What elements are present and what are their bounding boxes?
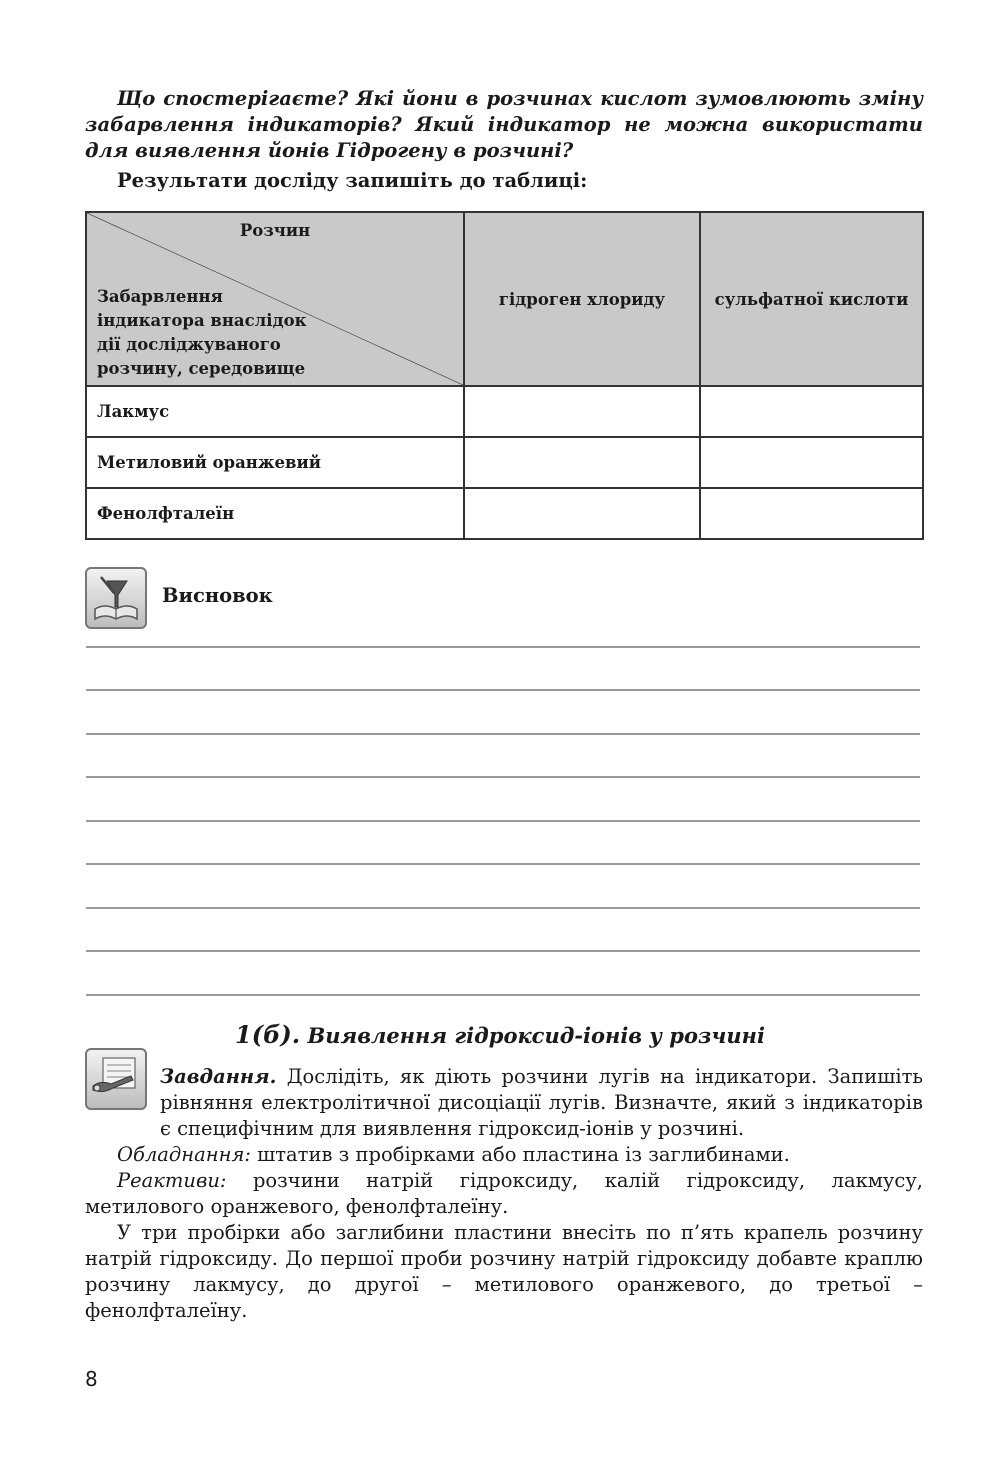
task-paragraph [85, 1064, 923, 1142]
funnel-book-icon [85, 567, 147, 629]
section-title [0, 1020, 1000, 1049]
section-number: 1(б). [235, 1020, 301, 1049]
section-title-text: Виявлення гідроксид-іонів у розчині [307, 1023, 765, 1048]
writing-line[interactable] [86, 820, 920, 822]
table-row [86, 488, 923, 539]
results-instruction: Результати досліду запишіть до таблиці: [117, 169, 588, 192]
conclusion-label: Висновок [162, 584, 273, 607]
writing-line[interactable] [86, 646, 920, 648]
answer-cell[interactable] [700, 437, 923, 488]
col-header-hcl: гідроген хлориду [464, 212, 700, 386]
table-row [86, 437, 923, 488]
task-block [85, 1064, 923, 1324]
writing-line[interactable] [86, 863, 920, 865]
table-row [86, 386, 923, 437]
diag-top-label: Розчин [239, 221, 311, 240]
row-label: Метиловий оранжевий [86, 437, 464, 488]
answer-cell[interactable] [464, 386, 700, 437]
writing-line[interactable] [86, 776, 920, 778]
diag-bottom-label: Забарвлення індикатора внаслідок дії досліджуваного розчину, середовище [97, 287, 307, 378]
results-table [85, 211, 924, 540]
equipment-label: Обладнання: [117, 1143, 251, 1166]
table-header-row [86, 212, 923, 386]
row-label: Лакмус [86, 386, 464, 437]
procedure-paragraph: У три пробірки або заглибини пластини внесіть по п’ять крапель розчину натрій гідроксиду. До першої проби розчину натрій гідроксиду добавте краплю розчину лакмусу, до другої – метилового оранжевого, до третьої – фенолфталеїну. [85, 1221, 923, 1322]
writing-line[interactable] [86, 994, 920, 996]
writing-line[interactable] [86, 907, 920, 909]
col-header-sulfuric: сульфатної кислоти [700, 212, 923, 386]
writing-line[interactable] [86, 733, 920, 735]
reagents-label: Реактиви: [117, 1169, 227, 1192]
answer-cell[interactable] [700, 386, 923, 437]
equipment-text: штатив з пробірками або пластина із заглибинами. [257, 1143, 790, 1166]
writing-line[interactable] [86, 689, 920, 691]
reagents-text: розчини натрій гідроксиду, калій гідроксиду, лакмусу, метилового оранжевого, фенолфталеїну. [85, 1169, 923, 1218]
writing-line[interactable] [86, 950, 920, 952]
intro-question: Що спостерігаєте? Які йони в розчинах кислот зумовлюють зміну забарвлення індикаторів? Який індикатор не можна використати для виявлення йонів Гідрогену в розчині? [85, 87, 923, 162]
task-label: Завдання. [160, 1065, 277, 1088]
answer-cell[interactable] [464, 437, 700, 488]
diagonal-header-cell [86, 212, 464, 386]
page-number: 8 [85, 1367, 98, 1391]
reagents-paragraph [85, 1168, 923, 1220]
equipment-paragraph [85, 1142, 923, 1168]
answer-cell[interactable] [700, 488, 923, 539]
answer-cell[interactable] [464, 488, 700, 539]
task-text: Дослідіть, як діють розчини лугів на індикатори. Запишіть рівняння електролітичної дисоціації лугів. Визначте, який з індикаторів є специфічним для виявлення гідроксид-іонів у розчині. [160, 1065, 923, 1140]
row-label: Фенолфталеїн [86, 488, 464, 539]
